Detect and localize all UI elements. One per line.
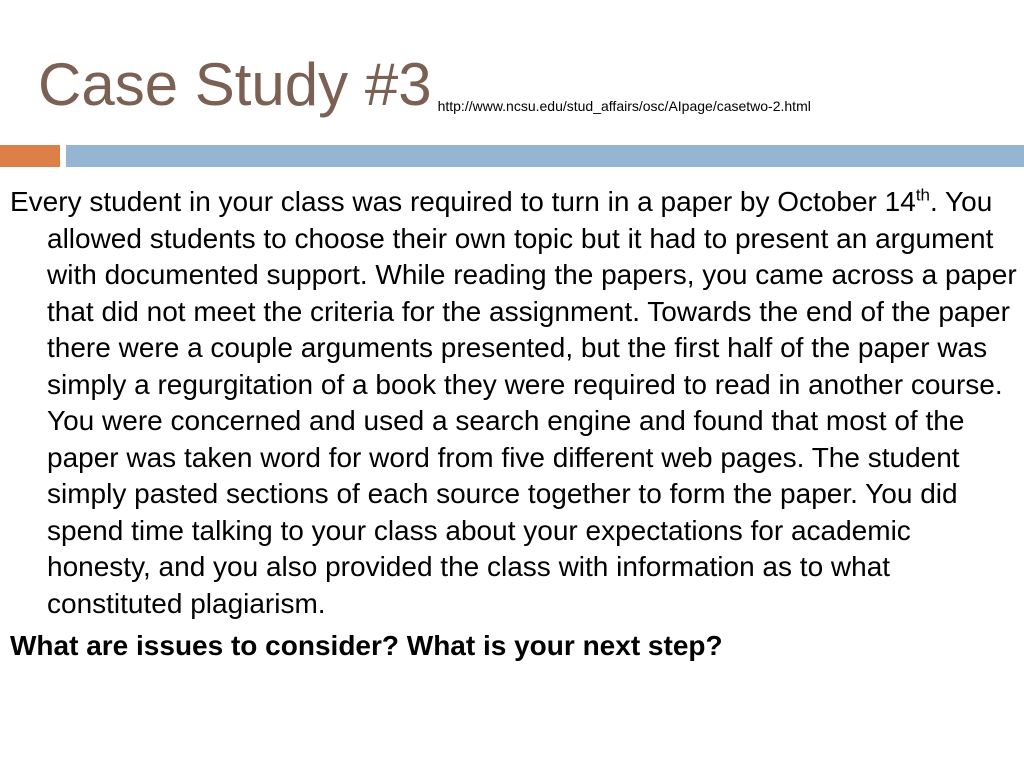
source-url: http://www.ncsu.edu/stud_affairs/osc/AIpage/casetwo-2.html: [437, 98, 811, 114]
case-description: [10, 184, 1018, 622]
discussion-question: What are issues to consider? What is your next step?: [10, 630, 723, 661]
case-text-rest: . You allowed students to choose their own topic but it had to present an argument with documented support. While reading the papers, you came across a paper that did not meet the criteria for the assignment. Towards the end of the paper there were a couple arguments presented, but the first half of the paper was simply a regurgitation of a book they were required to read in another course. You were concerned and used a search engine and found that most of the paper was taken word for word from five different web pages. The student simply pasted sections of each source together to form the paper. You did spend time talking to your class about your expectations for academic honesty, and you also provided the class with information as to what constituted plagiarism.: [47, 186, 1017, 619]
header-divider-bar: [66, 145, 1024, 167]
slide-title: Case Study #3: [38, 51, 432, 118]
date-ordinal-suffix: th: [915, 185, 930, 205]
title-row: [38, 50, 811, 120]
slide-body: [10, 184, 1018, 665]
case-text-intro: Every student in your class was required to turn in a paper by October 14: [10, 186, 916, 217]
accent-bar: [0, 145, 60, 167]
